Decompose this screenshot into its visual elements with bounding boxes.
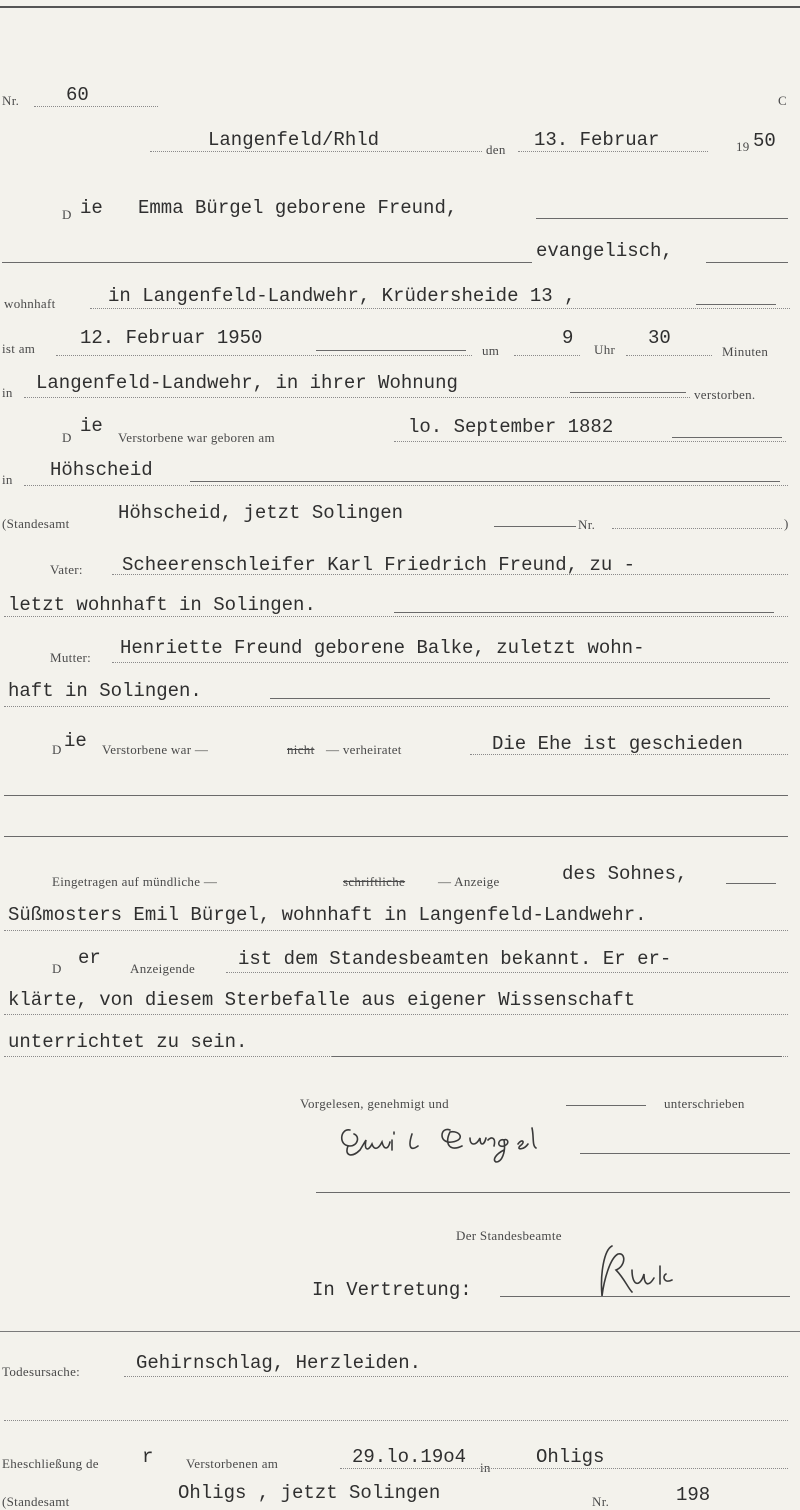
birth-place-fill-line	[190, 481, 780, 482]
birth-place-dotted-line	[24, 485, 788, 486]
residence-label: wohnhaft	[4, 296, 56, 311]
standesamt-nr-dotted-line	[612, 528, 782, 529]
death-minutes: 30	[648, 327, 671, 349]
marriage-nr-label: Nr.	[592, 1494, 610, 1509]
marriage-place: Ohligs	[536, 1446, 605, 1468]
death-place-fill-line	[570, 392, 686, 393]
marriage-standesamt: Ohligs , jetzt Solingen	[178, 1482, 441, 1504]
standesamt-label: (Standesamt	[2, 516, 70, 531]
verstorben-label: verstorben.	[694, 387, 756, 402]
report-line-5: unterrichtet zu sein.	[8, 1031, 248, 1053]
marital-dotted-line	[470, 754, 788, 755]
marriage-date: 29.lo.19o4	[352, 1446, 467, 1468]
informant-signature-line	[580, 1153, 790, 1154]
reporter-d-suffix: er	[78, 947, 101, 969]
mutter-fill-line	[270, 698, 770, 699]
marital-status: Die Ehe ist geschieden	[492, 733, 743, 755]
registration-date: 13. Februar	[534, 129, 660, 151]
marriage-dotted-line	[340, 1468, 788, 1469]
standesamt-nr-label: Nr.	[578, 517, 596, 532]
mutter-label: Mutter:	[50, 650, 92, 665]
birth-place-in-label: in	[2, 472, 13, 487]
mutter-dotted-line	[112, 662, 788, 663]
marriage-label-b: Verstorbenen am	[186, 1456, 279, 1471]
born-label: Verstorbene war geboren am	[118, 430, 275, 445]
report-line-2: Süßmosters Emil Bürgel, wohnhaft in Langenfeld-Landwehr.	[8, 904, 647, 926]
vater-fill-line	[394, 612, 774, 613]
vater-label: Vater:	[50, 562, 83, 577]
mutter-dotted-line-2	[4, 706, 788, 707]
um-label: um	[482, 343, 500, 358]
registration-place: Langenfeld/Rhld	[208, 129, 380, 151]
death-date-label: ist am	[2, 341, 36, 356]
blank-signature-line	[316, 1192, 790, 1193]
cause-of-death: Gehirnschlag, Herzleiden.	[136, 1352, 422, 1374]
register-number: 60	[66, 84, 89, 106]
top-border	[0, 6, 800, 8]
report-dotted-line-2	[4, 930, 788, 931]
marriage-in-label: in	[480, 1460, 491, 1475]
report-dotted-line-3	[226, 972, 788, 973]
residence: in Langenfeld-Landwehr, Krüdersheide 13 ,	[108, 285, 576, 307]
deceased-d-suffix: ie	[80, 197, 103, 219]
minuten-label: Minuten	[722, 344, 769, 359]
birth-date: lo. September 1882	[408, 416, 614, 438]
marriage-r: r	[142, 1446, 154, 1468]
born-d-prefix: D	[62, 430, 72, 445]
hour-dotted-line	[514, 355, 580, 356]
birth-standesamt: Höhscheid, jetzt Solingen	[118, 502, 404, 524]
name-fill-line	[536, 218, 788, 219]
marital-blank-line-1	[4, 795, 788, 796]
religion: evangelisch,	[536, 240, 673, 262]
birth-place: Höhscheid	[50, 459, 153, 481]
den-label: den	[486, 142, 506, 157]
report-label-a: Eingetragen auf mündliche —	[52, 874, 218, 889]
death-date-dotted-line	[56, 355, 472, 356]
cause-dotted-line-2	[4, 1420, 788, 1421]
read-approved-label: Vorgelesen, genehmigt und	[300, 1096, 449, 1111]
birth-date-fill-line	[672, 437, 782, 438]
register-letter: C	[778, 93, 787, 108]
date-dotted-line	[518, 151, 708, 152]
report-fill-line-5	[332, 1056, 782, 1057]
registrar-label: Der Standesbeamte	[456, 1228, 562, 1243]
vater-line-2: letzt wohnhaft in Solingen.	[8, 594, 316, 616]
cause-label: Todesursache:	[2, 1364, 81, 1379]
residence-fill-line	[696, 304, 776, 305]
death-place-in-label: in	[2, 385, 13, 400]
deceased-d-prefix: D	[62, 207, 72, 222]
religion-fill-line	[2, 262, 532, 263]
birth-date-dotted-line	[394, 441, 786, 442]
standesamt-fill-line	[494, 526, 576, 527]
marital-blank-line-2	[4, 836, 788, 837]
registrar-signature-line	[500, 1296, 790, 1297]
marriage-label-a: Eheschließung de	[2, 1456, 99, 1471]
mutter-line-2: haft in Solingen.	[8, 680, 202, 702]
footer-divider	[0, 1331, 800, 1332]
death-date-fill-line	[316, 350, 466, 351]
report-fill-line	[726, 883, 776, 884]
cause-dotted-line	[124, 1376, 788, 1377]
vater-line-1: Scheerenschleifer Karl Friedrich Freund, zu -	[122, 554, 636, 576]
nr-dotted-line	[34, 106, 158, 107]
standesamt-close-paren: )	[784, 516, 789, 531]
report-label-b: — Anzeige	[438, 874, 500, 889]
marital-struck-nicht: nicht	[287, 742, 315, 757]
informant-signature	[320, 1116, 580, 1176]
reporter-label: Anzeigende	[130, 961, 196, 976]
reporter-d-prefix: D	[52, 961, 62, 976]
marriage-nr: 198	[676, 1484, 711, 1506]
born-d-suffix: ie	[80, 415, 103, 437]
in-vertretung: In Vertretung:	[312, 1279, 472, 1301]
death-place: Langenfeld-Landwehr, in ihrer Wohnung	[36, 372, 458, 394]
death-date: 12. Februar 1950	[80, 327, 263, 349]
mutter-line-1: Henriette Freund geborene Balke, zuletzt wohn-	[120, 637, 645, 659]
marital-d-suffix: ie	[64, 730, 87, 752]
year-prefix: 19	[736, 139, 750, 154]
death-hour: 9	[562, 327, 574, 349]
report-line-3: ist dem Standesbeamten bekannt. Er er-	[238, 948, 672, 970]
report-dotted-line-4	[4, 1014, 788, 1015]
year-suffix: 50	[753, 130, 776, 152]
signed-label: unterschrieben	[664, 1096, 745, 1111]
minutes-dotted-line	[626, 355, 712, 356]
religion-fill-line-2	[706, 262, 788, 263]
marital-d-prefix: D	[52, 742, 62, 757]
marital-label-a: Verstorbene war —	[102, 742, 209, 757]
nr-label: Nr.	[2, 93, 20, 108]
marriage-standesamt-label: (Standesamt	[2, 1494, 70, 1509]
vater-dotted-line-2	[4, 616, 788, 617]
report-line-4: klärte, von diesem Sterbefalle aus eigener Wissenschaft	[8, 989, 636, 1011]
death-place-dotted-line	[24, 397, 690, 398]
read-fill-line	[566, 1105, 646, 1106]
registrar-signature	[592, 1240, 702, 1310]
report-line-1: des Sohnes,	[562, 863, 688, 885]
marital-label-b: — verheiratet	[326, 742, 402, 757]
deceased-name: Emma Bürgel geborene Freund,	[138, 197, 458, 219]
place-dotted-line	[150, 151, 482, 152]
report-struck-schriftliche: schriftliche	[343, 874, 406, 889]
residence-dotted-line	[90, 308, 790, 309]
uhr-label: Uhr	[594, 342, 616, 357]
